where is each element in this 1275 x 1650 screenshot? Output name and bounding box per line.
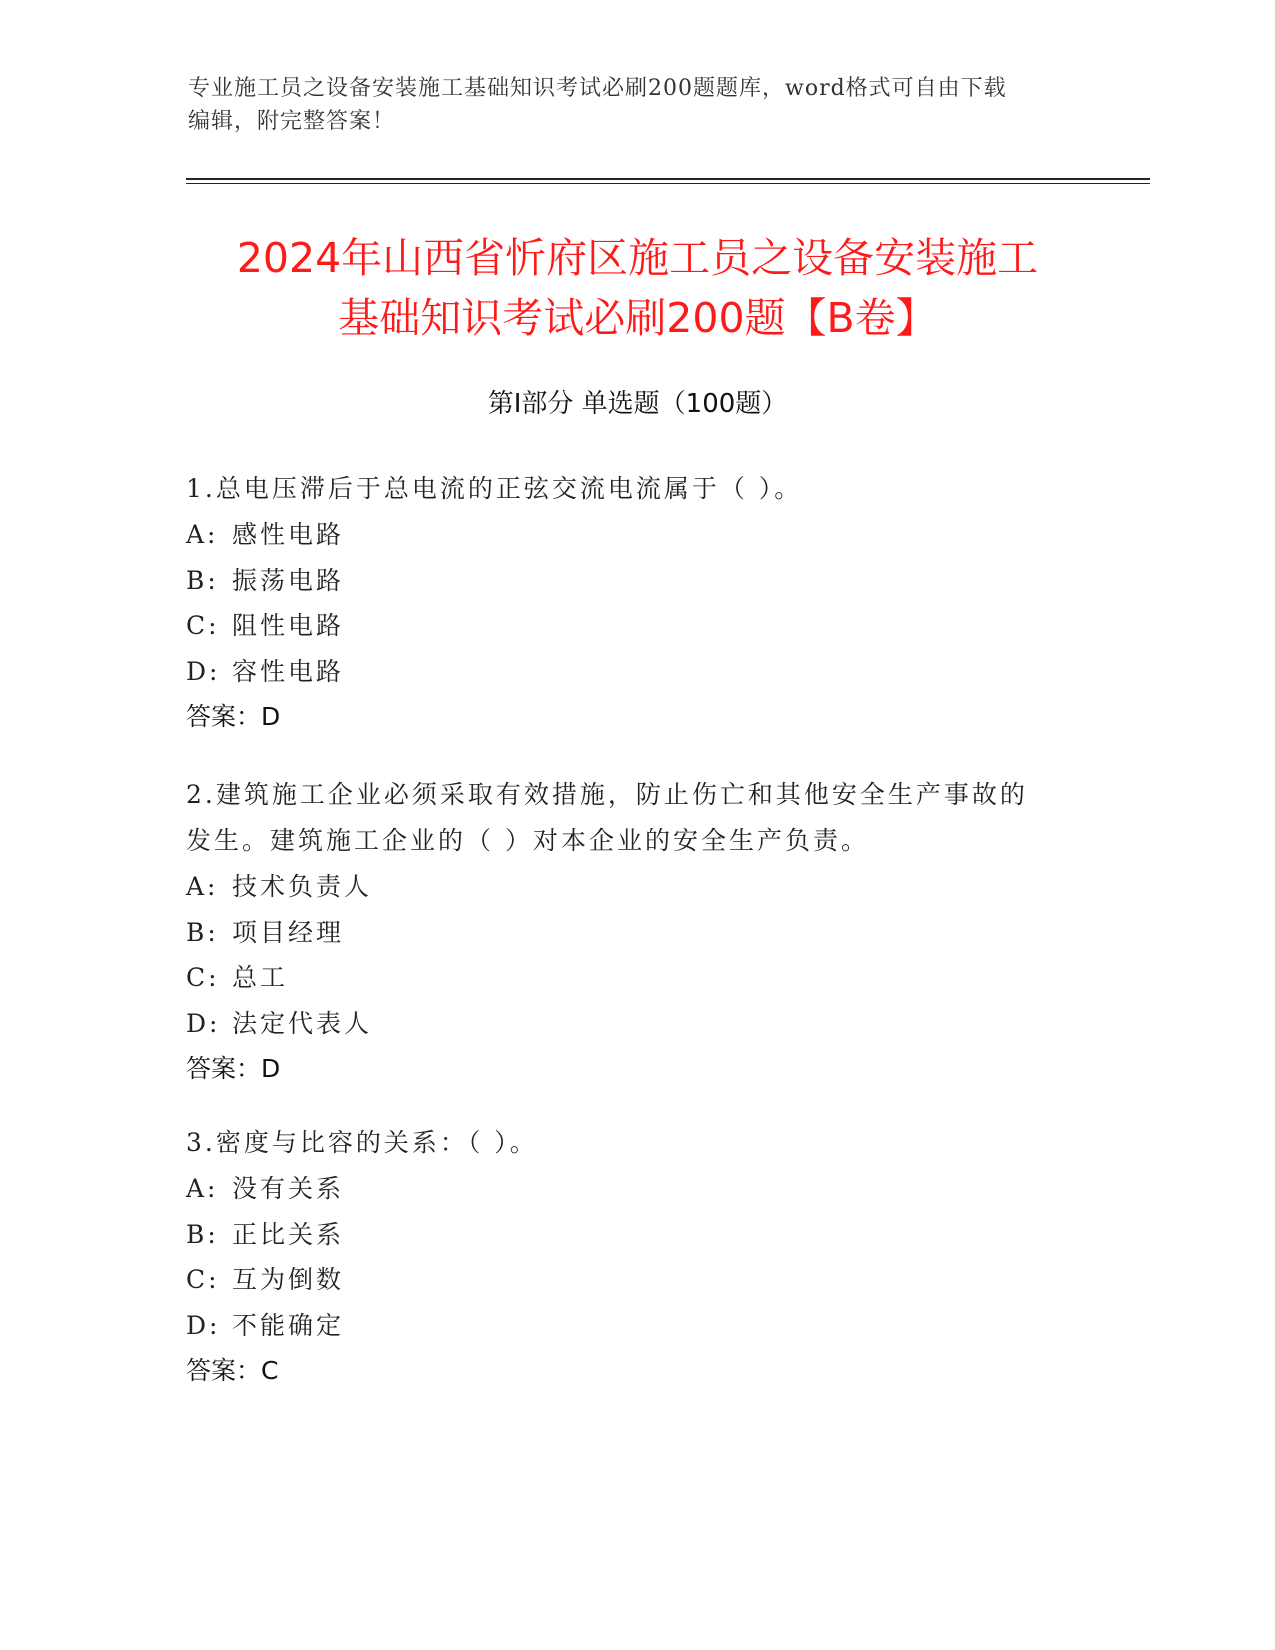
question-stem-line: 2.建筑施工企业必须采取有效措施，防止伤亡和其他安全生产事故的 xyxy=(186,780,1028,809)
document-title-line-1: 2024年山西省忻府区施工员之设备安装施工 xyxy=(236,234,1039,282)
question-1 xyxy=(186,466,1086,739)
document-title xyxy=(140,228,1135,348)
option-d xyxy=(186,1303,1086,1349)
option-letter: B: xyxy=(186,565,219,595)
option-text: 容性电路 xyxy=(232,656,345,686)
question-stem-line: 发生。建筑施工企业的（ ）对本企业的安全生产负责。 xyxy=(186,826,869,855)
option-text: 不能确定 xyxy=(232,1310,345,1340)
document-title-line-2: 基础知识考试必刷200题【B卷】 xyxy=(338,294,937,342)
option-a xyxy=(186,512,1086,558)
option-b xyxy=(186,910,1086,956)
option-letter: B: xyxy=(186,1219,219,1249)
option-c xyxy=(186,603,1086,649)
option-b xyxy=(186,558,1086,604)
option-a xyxy=(186,1166,1086,1212)
option-letter: D: xyxy=(186,1008,221,1038)
option-a xyxy=(186,864,1086,910)
option-text: 项目经理 xyxy=(232,917,345,947)
header-divider-thin xyxy=(186,183,1150,184)
option-d xyxy=(186,1001,1086,1047)
option-d xyxy=(186,649,1086,695)
question-stem xyxy=(186,772,1086,864)
option-text: 互为倒数 xyxy=(232,1265,345,1294)
question-3 xyxy=(186,1120,1086,1393)
question-stem-line: 3.密度与比容的关系：（ ）。 xyxy=(186,1128,538,1157)
header-note-line-2: 编辑，附完整答案！ xyxy=(188,109,396,134)
option-letter: D: xyxy=(186,656,221,686)
question-stem xyxy=(186,1120,1086,1166)
option-text: 总工 xyxy=(232,963,289,992)
option-letter: C: xyxy=(186,963,220,992)
option-letter: A: xyxy=(186,520,219,549)
option-letter: C: xyxy=(186,1265,220,1294)
question-stem xyxy=(186,466,1086,512)
question-stem-line: 1.总电压滞后于总电流的正弦交流电流属于（ ）。 xyxy=(186,474,803,503)
option-c xyxy=(186,1257,1086,1303)
question-2 xyxy=(186,772,1086,1091)
option-b xyxy=(186,1212,1086,1258)
option-text: 技术负责人 xyxy=(232,872,373,901)
option-text: 没有关系 xyxy=(232,1174,345,1203)
option-letter: D: xyxy=(186,1310,221,1340)
answer-line: 答案：D xyxy=(186,702,281,731)
option-text: 正比关系 xyxy=(232,1219,345,1249)
header-note-line-1: 专业施工员之设备安装施工基础知识考试必刷200题题库，word格式可自由下载 xyxy=(188,76,1007,101)
option-letter: A: xyxy=(186,1174,219,1203)
option-text: 感性电路 xyxy=(232,520,345,549)
option-text: 振荡电路 xyxy=(232,565,345,595)
option-letter: A: xyxy=(186,872,219,901)
option-letter: C: xyxy=(186,611,220,640)
header-divider-thick xyxy=(186,178,1150,180)
answer-line: 答案：C xyxy=(186,1356,279,1385)
answer-line: 答案：D xyxy=(186,1054,281,1083)
header-note xyxy=(188,72,1088,138)
section-heading: 第Ⅰ部分 单选题（100题） xyxy=(487,389,788,419)
option-text: 法定代表人 xyxy=(232,1008,373,1038)
option-letter: B: xyxy=(186,917,219,947)
option-text: 阻性电路 xyxy=(232,611,345,640)
option-c xyxy=(186,955,1086,1001)
